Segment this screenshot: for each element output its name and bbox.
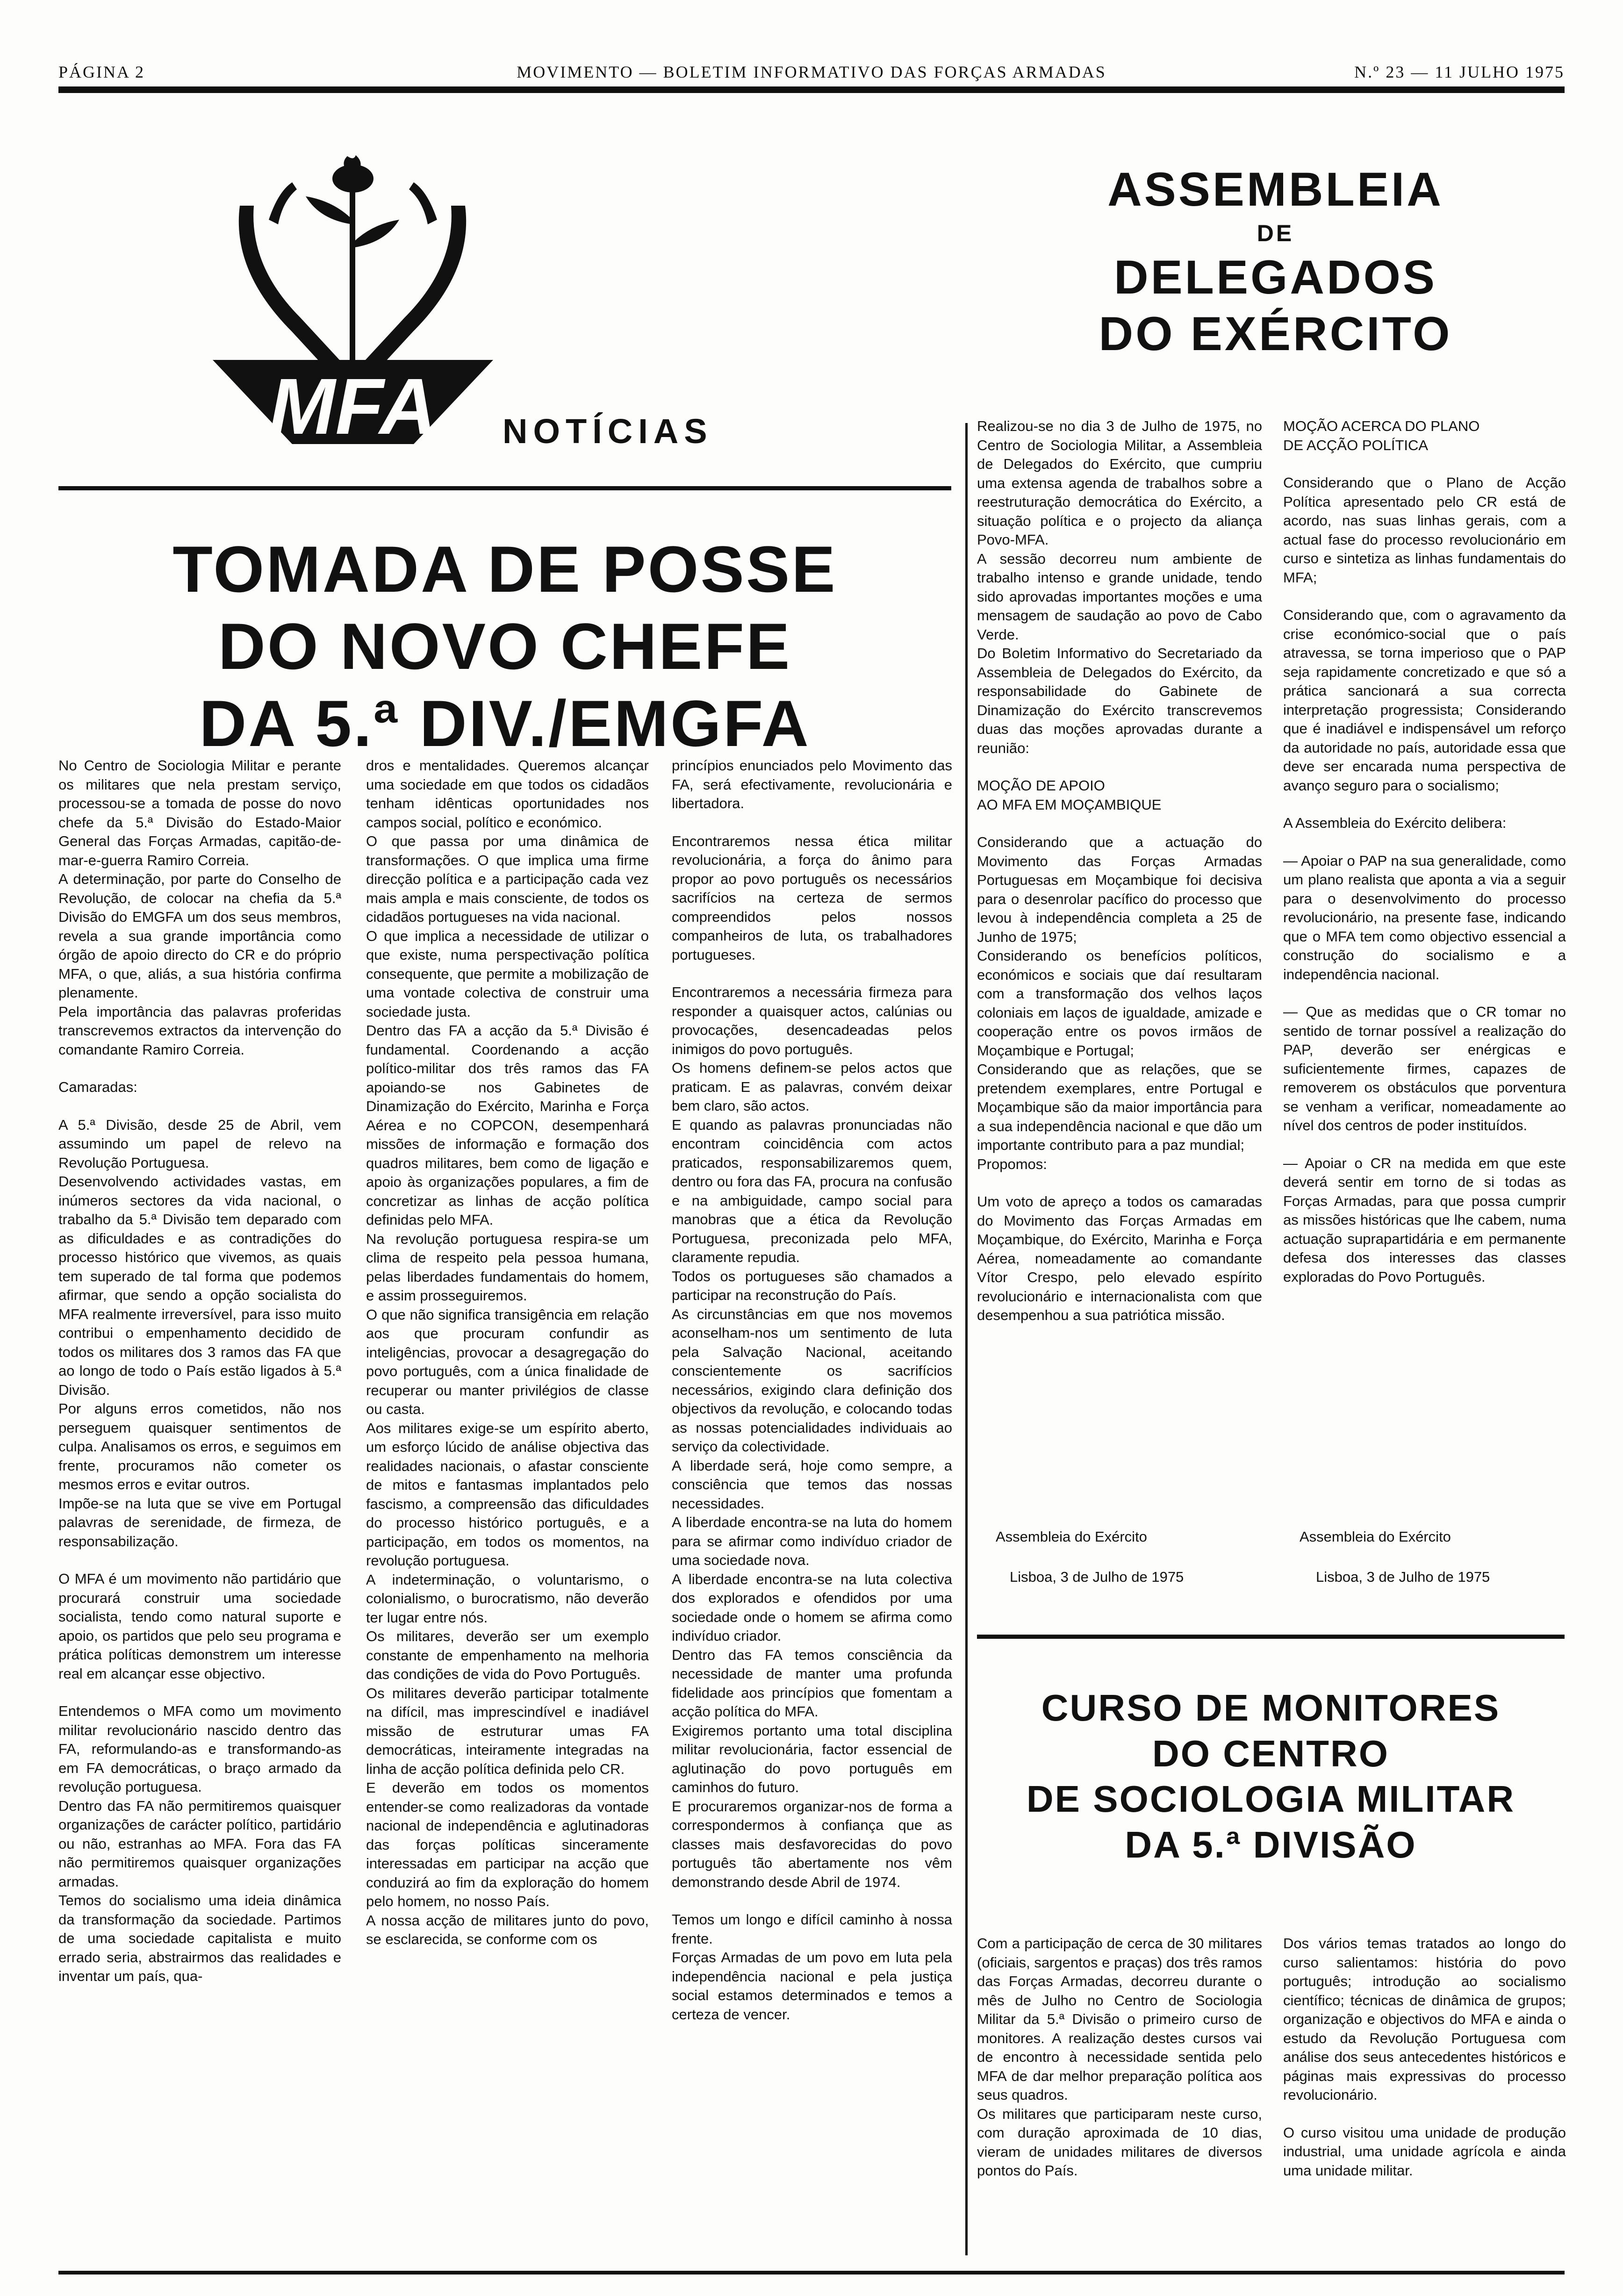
paragraph: Considerando os benefícios políticos, económicos e sociais que daí resultaram com a transformação dos velhos laços coloniais em laços de igualdade, amizade e cooperação entre os povos irmãos de Moçambique e Portugal; <box>977 947 1262 1059</box>
section-rule <box>58 486 951 490</box>
title-line: DE <box>1257 220 1294 247</box>
paragraph: O que passa por uma dinâmica de transformações. O que implica uma firme direcção política e a participação cada vez mais ampla e mais consciente, de todos os cidadãos portugueses na vida nacional. <box>366 833 649 925</box>
article3-column-2 <box>1283 1934 1566 2180</box>
paragraph: A indeterminação, o voluntarismo, o colonialismo, o burocratismo, não deverão ter lugar entre nós. <box>366 1571 649 1626</box>
paragraph: A determinação, por parte do Conselho de Revolução, de colocar na chefia da 5.ª Divisão do EMGFA um dos seus membros, revela a sua grande importância como órgão de apoio directo do CR e do próprio MFA, o que, aliás, a sua história confirma plenamente. <box>58 871 341 1001</box>
article2-column-2 <box>1283 417 1566 1286</box>
title-line: DO EXÉRCITO <box>1099 307 1452 360</box>
motion-title <box>977 776 1262 814</box>
paragraph: Considerando que, com o agravamento da crise económico-social que o país atravessa, se torna imperioso que o PAP seja rapidamente concretizado e que só a prática sancionará a sua correcta interpretação progressista; Considerando que é inadiável e indispensável um reforço da autoridade no país, autoridade essa que deve ser encarada numa perspectiva de avanço seguro para o socialismo; <box>1283 607 1566 794</box>
header-rule <box>58 86 1565 93</box>
paragraph: Considerando que as relações, que se pretendem exemplares, entre Portugal e Moçambique são da maior importância para a sua independência nacional e que dão um importante contributo para a paz mundial; <box>977 1061 1262 1153</box>
paragraph: — Apoiar o CR na medida em que este deverá sentir em torno de si todas as Forças Armadas, para que possa cumprir as missões históricas que lhe cabem, numa actuação suprapartidária e em permanente defesa dos interesses das classes exploradas do Povo Português. <box>1283 1155 1566 1285</box>
article1-column-1 <box>58 756 341 1986</box>
article1-column-2 <box>366 756 649 1949</box>
paragraph: A liberdade encontra-se na luta do homem para se afirmar como indivíduo criador de uma sociedade nova. <box>672 1514 952 1568</box>
signature-date: Lisboa, 3 de Julho de 1975 <box>1316 1569 1490 1585</box>
paragraph: Os militares deverão participar totalmente na difícil, mas imprescindível e inadiável missão de estruturar umas FA democráticas, inteiramente integradas na linha de acção política definida pelo CR. <box>366 1685 649 1777</box>
section-label: NOTÍCIAS <box>503 412 713 451</box>
title-line: DELEGADOS <box>1113 251 1437 304</box>
paragraph: Considerando que o Plano de Acção Política apresentado pelo CR está de acordo, nas suas linhas gerais, com a actual fase do processo revolucionário em curso e sintetiza as linhas fundamentais do MFA; <box>1283 474 1566 586</box>
page-label: PÁGINA 2 <box>58 63 145 81</box>
title-line: ASSEMBLEIA <box>1107 163 1443 216</box>
paragraph: Dentro das FA temos consciência da necessidade de manter uma profunda fidelidade aos princípios que fomentam a acção política do MFA. <box>672 1646 952 1720</box>
paragraph: E deverão em todos os momentos entender-se como realizadoras da vontade nacional de independência e aglutinadoras das forças políticas sinceramente interessadas em participar na acção que conduzirá ao fim da exploração do homem pelo homem, no nosso País. <box>366 1779 649 1909</box>
paragraph: Um voto de apreço a todos os camaradas do Movimento das Forças Armadas em Moçambique, do Exército, Marinha e Força Aérea, nomeadamente ao comandante Vítor Crespo, pelo elevado espírito revolucionário e internacionalista com que desempenhou a sua patriótica missão. <box>977 1193 1262 1323</box>
paragraph: Os militares, deverão ser um exemplo constante de empenhamento na melhoria das condições de vida do Povo Português. <box>366 1628 649 1682</box>
paragraph: Encontraremos nessa ética militar revolucionária, a força do ânimo para propor ao povo português os necessários sacrifícios na certeza de sermos compreendidos pelos nossos companheiros de luta, os trabalhadores portugueses. <box>672 832 952 963</box>
paragraph: Dos vários temas tratados ao longo do curso salientamos: história do povo português; introdução ao socialismo científico; técnicas de dinâmica de grupos; organização e objectivos do MFA e ainda o estudo da Revolução Portuguesa com análise dos seus antecedentes históricos e páginas mais expressivas do processo revolucionário. <box>1283 1935 1566 2103</box>
signature-date: Lisboa, 3 de Julho de 1975 <box>1010 1569 1184 1585</box>
paragraph: Os homens definem-se pelos actos que praticam. E as palavras, convém deixar bem claro, são actos. <box>672 1060 952 1114</box>
title-line: DO CENTRO <box>1152 1732 1389 1774</box>
paragraph: A nossa acção de militares junto do povo, se esclarecida, se conforme com os <box>366 1912 649 1947</box>
paragraph: O MFA é um movimento não partidário que procurará construir uma sociedade socialista, tendo como natural suporte e apoio, os partidos que pelo seu programa e prática políticas demonstrem um interesse real em alcançar esse objectivo. <box>58 1571 341 1682</box>
paragraph: — Que as medidas que o CR tomar no sentido de tornar possível a realização do PAP, deverão ser enérgicas e suficientemente firmes, capazes de removerem os obstáculos que porventura se venham a verificar, nomeadamente ao nível dos centros de poder instituídos. <box>1283 1004 1566 1134</box>
paragraph: Realizou-se no dia 3 de Julho de 1975, no Centro de Sociologia Militar, a Assembleia de Delegados do Exército, que cumpriu uma extensa agenda de trabalhos sobre a reestruturação democrática do Exército, a situação política e o projecto da aliança Povo-MFA. <box>977 418 1262 548</box>
article2-title <box>986 161 1565 362</box>
signature: Assembleia do Exército <box>996 1528 1147 1545</box>
paragraph: No Centro de Sociologia Militar e perante os militares que nela prestam serviço, processou-se a tomada de posse do novo chefe da 5.ª Divisão do Estado-Maior General das Forças Armadas, capitão-de-mar-e-guerra Ramiro Correia. <box>58 757 341 868</box>
motion-title <box>1283 417 1566 455</box>
paragraph: Na revolução portuguesa respira-se um clima de respeito pela pessoa humana, pelas liberdades fundamentais do homem, e assim prosseguiremos. <box>366 1230 649 1304</box>
motion-title-line: MOÇÃO DE APOIO <box>977 777 1105 794</box>
paragraph: Do Boletim Informativo do Secretariado da Assembleia de Delegados do Exército, da responsabilidade do Gabinete de Dinamização do Exército transcrevemos duas das moções aprovadas durante a reunião: <box>977 645 1262 756</box>
issue-info: N.º 23 — 11 JULHO 1975 <box>1354 63 1565 81</box>
paragraph: Dentro das FA não permitiremos quaisquer organizações de carácter político, partidário ou não, estranhas ao MFA. Fora das FA não permitiremos quaisquer organizações armadas. <box>58 1797 341 1890</box>
paragraph: A sessão decorreu num ambiente de trabalho intenso e grande unidade, tendo sido aprovadas importantes moções e uma mensagem de saudação ao povo de Cabo Verde. <box>977 550 1262 643</box>
paragraph: E procuraremos organizar-nos de forma a correspondermos à confiança que as classes mais desfavorecidas do povo português tão abertamente nos vêm demonstrando desde Abril de 1974. <box>672 1798 952 1890</box>
title-line: DO NOVO CHEFE <box>218 610 792 683</box>
paragraph: Aos militares exige-se um espírito aberto, um esforço lúcido de análise objectiva das realidades nacionais, o afastar consciente de mitos e fantasmas implantados pelo fascismo, a compreensão das dificuldades do processo histórico português, e a participação, em todos os momentos, na revolução portuguesa. <box>366 1420 649 1569</box>
section-rule <box>977 1635 1565 1639</box>
paragraph: O curso visitou uma unidade de produção industrial, uma unidade agrícola e ainda uma unidade militar. <box>1283 2124 1566 2179</box>
title-line: CURSO DE MONITORES <box>1041 1687 1501 1729</box>
article1-title <box>58 531 951 762</box>
paragraph: E quando as palavras pronunciadas não encontram coincidência com actos praticados, responsabilizaremos quem, dentro ou fora das FA, procura na confusão e na ambiguidade, campo social para manobras que a ética da Revolução Portuguesa, preconizada pelo MFA, claramente repudia. <box>672 1116 952 1265</box>
paragraph: Temos um longo e difícil caminho à nossa frente. <box>672 1911 952 1947</box>
motion-title-line: MOÇÃO ACERCA DO PLANO <box>1283 418 1480 434</box>
motion-title-line: AO MFA EM MOÇAMBIQUE <box>977 796 1162 813</box>
paragraph: Entendemos o MFA como um movimento militar revolucionário nascido dentro das FA, reformulando-as e transformando-as em FA democráticas, o braço armado da revolução portuguesa. <box>58 1703 341 1795</box>
paragraph: princípios enunciados pelo Movimento das FA, será efectivamente, revolucionária e libertadora. <box>672 757 952 811</box>
title-line: DE SOCIOLOGIA MILITAR <box>1026 1778 1515 1820</box>
paragraph: O que não significa transigência em relação aos que procuram confundir as inteligências, provocar a desagregação do povo português, com a única finalidade de recuperar ou manter privilégios de classe ou casta. <box>366 1306 649 1417</box>
paragraph: A 5.ª Divisão, desde 25 de Abril, vem assumindo um papel de relevo na Revolução Portuguesa. <box>58 1116 341 1171</box>
paragraph: O que implica a necessidade de utilizar o que existe, numa perspectivação política consequente, que permite a mobilização de uma vontade colectiva de construir uma sociedade justa. <box>366 927 649 1020</box>
paragraph: Propomos: <box>977 1155 1047 1172</box>
motion-title-line: DE ACÇÃO POLÍTICA <box>1283 437 1429 453</box>
title-line: DA 5.ª DIV./EMGFA <box>199 687 811 761</box>
paragraph: dros e mentalidades. Queremos alcançar uma sociedade em que todos os cidadãos tenham idênticas oportunidades nos campos social, político e económico. <box>366 757 649 831</box>
paragraph: Dentro das FA a acção da 5.ª Divisão é fundamental. Coordenando a acção político-militar dos três ramos das FA apoiando-se nos Gabinetes de Dinamização do Exército, Marinha e Força Aérea e no COPCON, desempenhará missões de informação e formação dos quadros militares, bem como de ligação e apoio às organizações populares, a fim de concretizar as linhas de acção política definidas pelo MFA. <box>366 1022 649 1228</box>
logo-text: MFA <box>269 362 437 451</box>
paragraph: A liberdade será, hoje como sempre, a consciência que temos das nossas necessidades. <box>672 1457 952 1512</box>
paragraph: Com a participação de cerca de 30 militares (oficiais, sargentos e praças) dos três ramos das Forças Armadas, decorreu durante o mês de Julho no Centro de Sociologia Militar da 5.ª Divisão o primeiro curso de monitores. A realização destes cursos vai de encontro à necessidade sentida pelo MFA de dar melhor preparação política aos seus quadros. <box>977 1935 1262 2103</box>
paragraph: A Assembleia do Exército delibera: <box>1283 815 1507 831</box>
paragraph: Exigiremos portanto uma total disciplina militar revolucionária, factor essencial de aglutinação do povo português em caminhos do futuro. <box>672 1722 952 1795</box>
title-line: DA 5.ª DIVISÃO <box>1125 1823 1417 1866</box>
column-divider <box>965 423 968 2255</box>
paragraph: A liberdade encontra-se na luta colectiva dos explorados e ofendidos por uma sociedade onde o homem se afirma como indivíduo criador. <box>672 1571 952 1644</box>
paragraph: Todos os portugueses são chamados a participar na reconstrução do País. <box>672 1268 952 1303</box>
signature: Assembleia do Exército <box>1300 1528 1451 1545</box>
paragraph: Impõe-se na luta que se vive em Portugal palavras de serenidade, de firmeza, de responsabilização. <box>58 1495 341 1550</box>
paragraph: Desenvolvendo actividades vastas, em inúmeros sectores da vida nacional, o trabalho da 5.ª Divisão tem deparado com as dificuldades e as contradições do processo histórico que vivemos, as quais tem superado de tal forma que podemos afirmar, que sendo a opção socialista do MFA realmente irreversível, para isso muito contribui o empenhamento decidido de todos os militares dos 3 ramos das FA que ao longo de todo o País estão ligados à 5.ª Divisão. <box>58 1173 341 1398</box>
footer-rule <box>58 2271 1565 2274</box>
paragraph: Temos do socialismo uma ideia dinâmica da transformação da sociedade. Partimos de uma sociedade capitalista e muito errado seria, abstrairmos das realidades e inventar um país, qua- <box>58 1892 341 1984</box>
paragraph: Por alguns erros cometidos, não nos perseguem quaisquer sentimentos de culpa. Analisamos os erros, e seguimos em frente, procuramos não cometer os mesmos erros e evitar outros. <box>58 1400 341 1492</box>
article3-title <box>977 1685 1565 1867</box>
paragraph: — Apoiar o PAP na sua generalidade, como um plano realista que aponta a via a seguir para o desenvolvimento do processo revolucionário, na presente fase, indicando que o MFA tem como objectivo essencial a construção do socialismo e a independência nacional. <box>1283 852 1566 983</box>
paragraph: Encontraremos a necessária firmeza para responder a quaisquer actos, calúnias ou provocações, desencadeadas pelos inimigos do povo português. <box>672 984 952 1057</box>
mfa-carnation-v-logo <box>213 154 503 453</box>
article3-column-1 <box>977 1934 1262 2181</box>
paragraph: As circunstâncias em que nos movemos aconselham-nos um sentimento de luta pela Salvação Nacional, aceitando conscientemente os sacrifícios necessários, exigindo clara definição dos objectivos da revolução, e colocando todas as nossas potencialidades individuais ao serviço da colectividade. <box>672 1306 952 1455</box>
paragraph: Camaradas: <box>58 1079 137 1095</box>
title-line: TOMADA DE POSSE <box>172 532 837 606</box>
paragraph: Pela importância das palavras proferidas transcrevemos extractos da intervenção do comandante Ramiro Correia. <box>58 1003 341 1058</box>
paragraph: Forças Armadas de um povo em luta pela independência nacional e pela justiça social estamos determinados e temos a certeza de vencer. <box>672 1949 952 2023</box>
publication-title: MOVIMENTO — BOLETIM INFORMATIVO DAS FORÇAS ARMADAS <box>517 63 1106 81</box>
paragraph: Os militares que participaram neste curso, com duração aproximada de 10 dias, vieram de unidades militares de diversos pontos do País. <box>977 2105 1262 2179</box>
article2-column-1 <box>977 417 1262 1325</box>
article1-column-3 <box>672 756 952 2024</box>
paragraph: Considerando que a actuação do Movimento das Forças Armadas Portuguesas em Moçambique foi decisiva para o desenrolar pacífico do processo que levou à independência completa a 25 de Junho de 1975; <box>977 834 1262 945</box>
